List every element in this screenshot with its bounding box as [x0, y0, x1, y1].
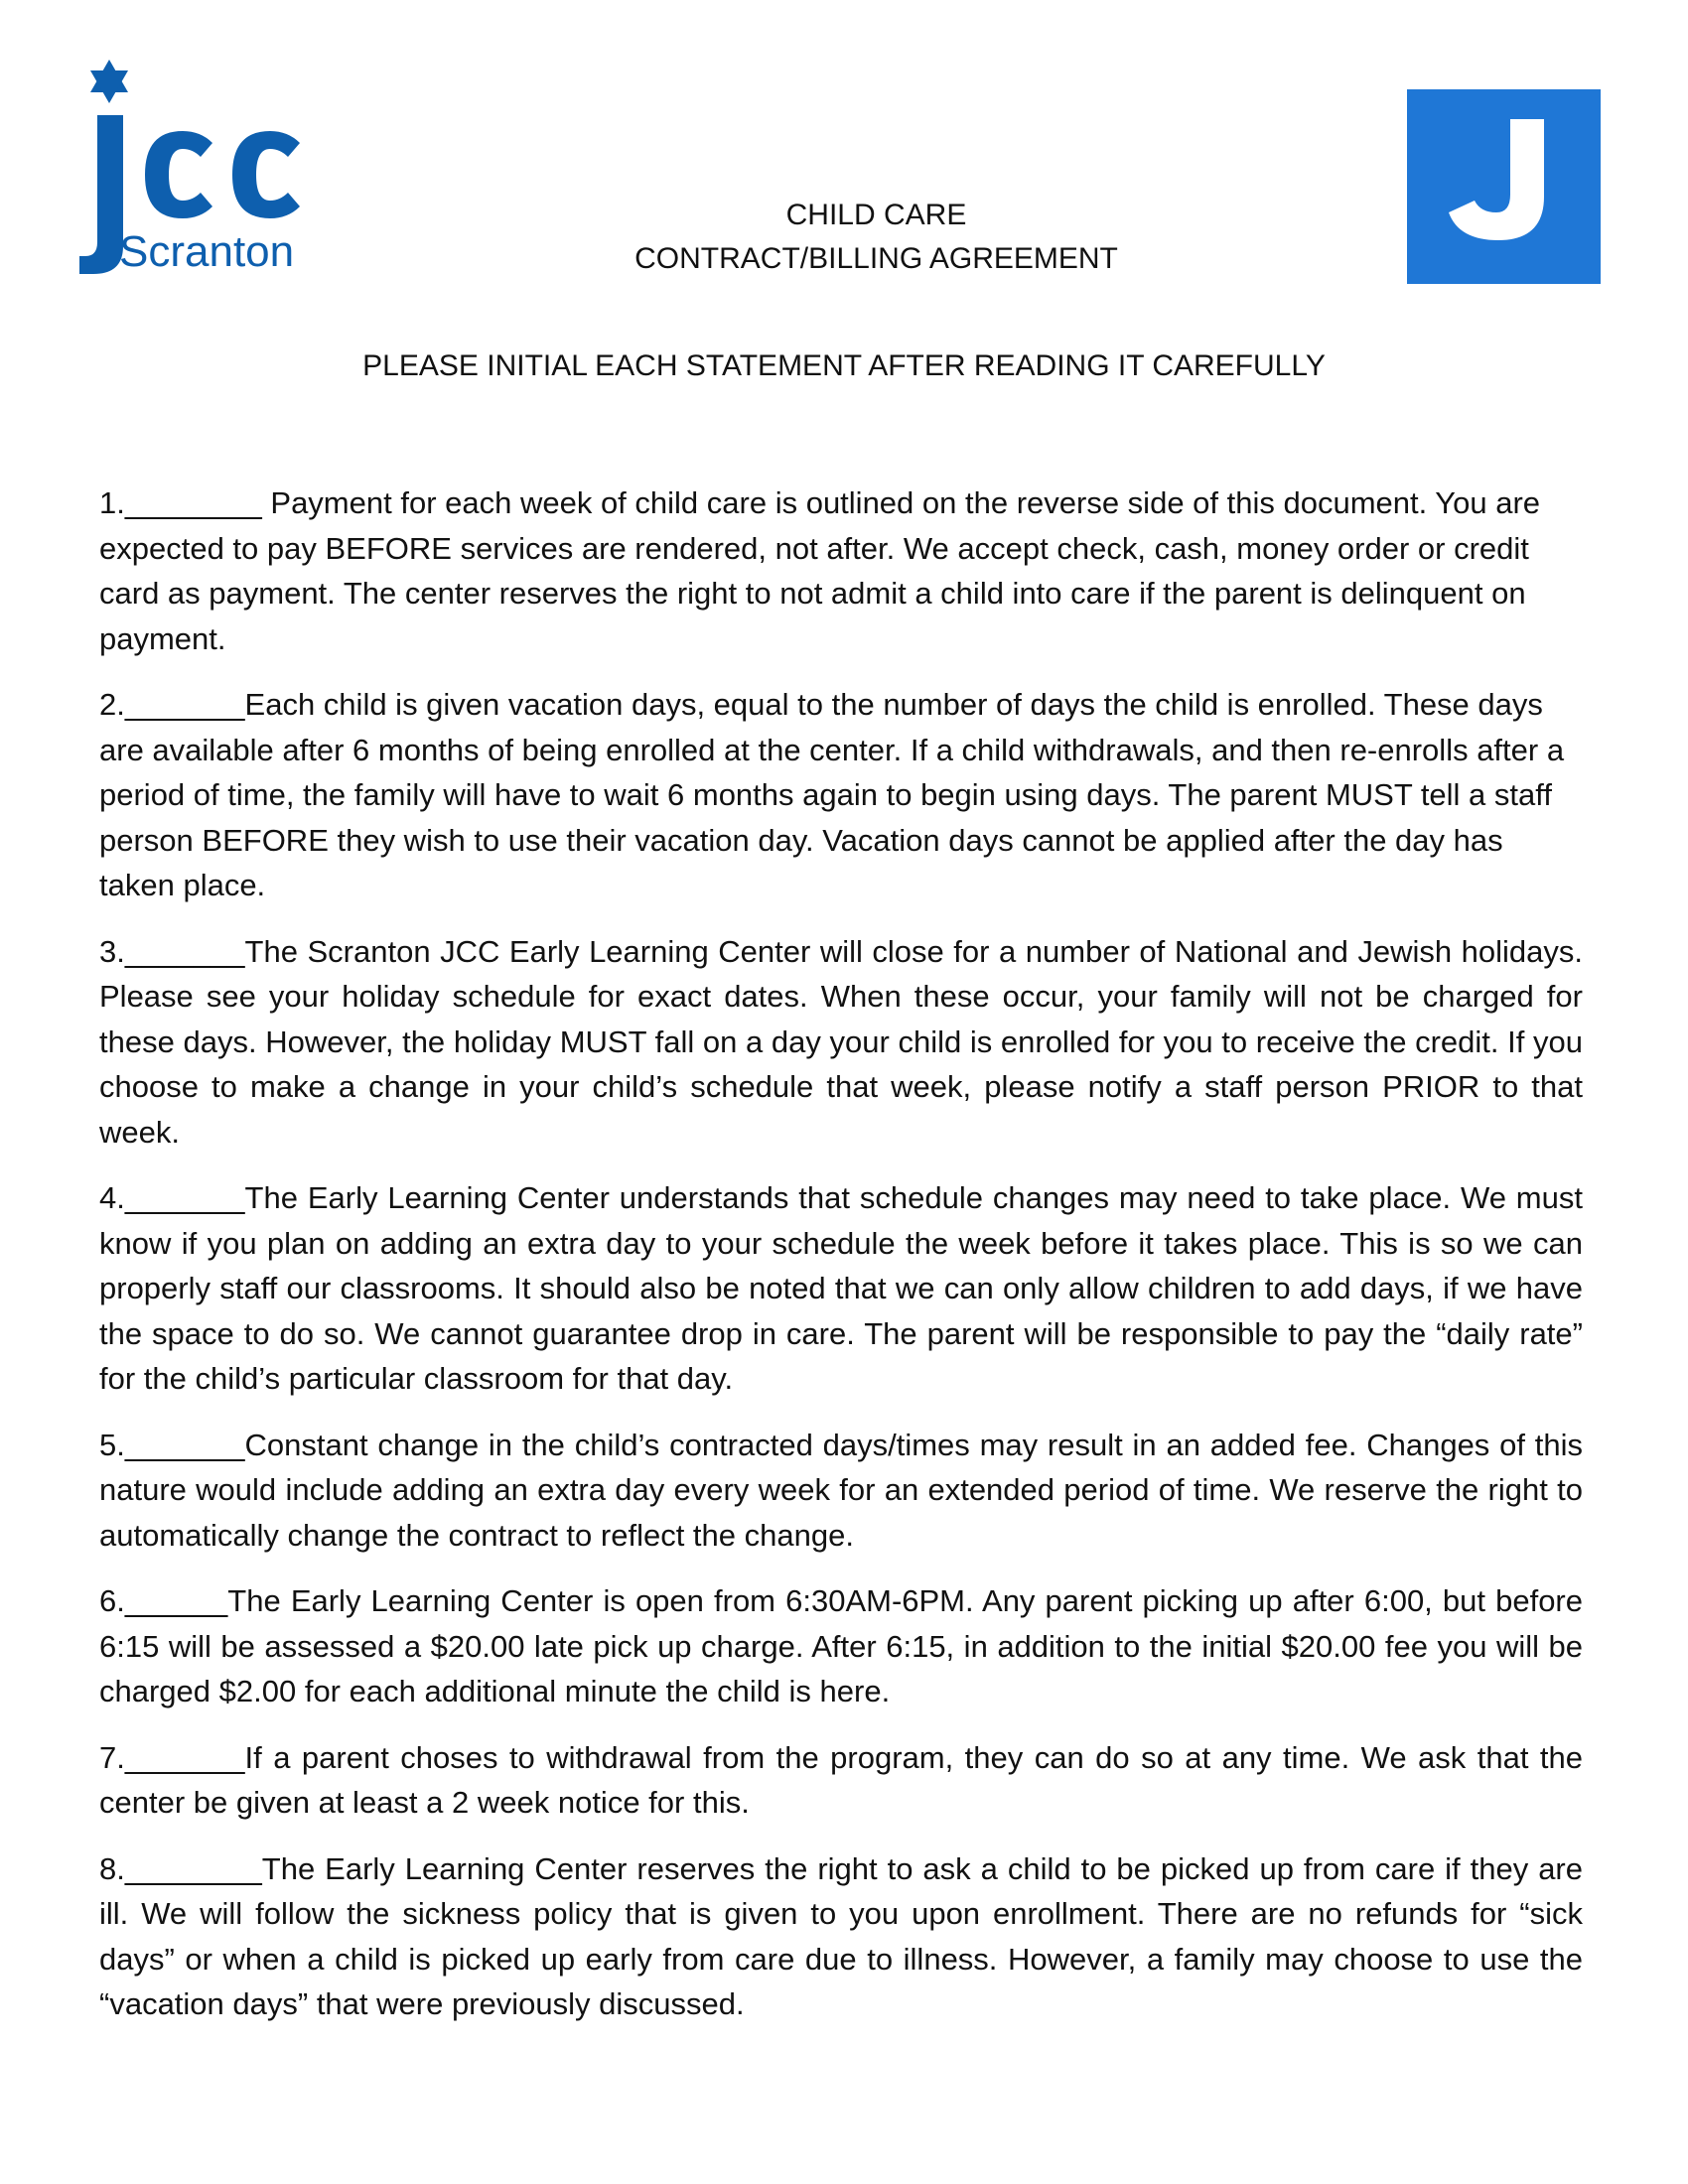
- logo-subtext: Scranton: [119, 227, 295, 276]
- statement-8: 8.________The Early Learning Center reserves the right to ask a child to be picked up from care if they are ill. We will follow the sickness policy that is given to you upon enrollment. There are no refunds for “sick days” or when a child is picked up early from care due to illness. However, a family may choose to use the “vacation days” that were previously discussed.: [99, 1850, 1583, 2021]
- statement-6: 6.______The Early Learning Center is open from 6:30AM-6PM. Any parent picking up after 6:00, but before 6:15 will be assessed a $20.00 late pick up charge. After 6:15, in addition to the initial $20.00 fee you will be charged $2.00 for each additional minute the child is here.: [99, 1583, 1583, 1708]
- title-line-2: CONTRACT/BILLING AGREEMENT: [634, 242, 1118, 275]
- instruction-heading: PLEASE INITIAL EACH STATEMENT AFTER READING IT CAREFULLY: [362, 349, 1326, 382]
- star-of-david-icon: [90, 60, 128, 103]
- statement-4: 4._______The Early Learning Center understands that schedule changes may need to take place. We must know if you plan on adding an extra day to your schedule the week before it takes place. This is so we can properly staff our classrooms. It should also be noted that we can only allow children to add days, if we have the space to do so. We cannot guarantee drop in care. The parent will be responsible to pay the “daily rate” for the child’s particular classroom for that day.: [99, 1180, 1583, 1396]
- statement-2: 2._______Each child is given vacation days, equal to the number of days the child is enrolled. These days are available after 6 months of being enrolled at the center. If a child withdrawals, and then re-enrolls after a period of time, the family will have to wait 6 months again to begin using days. The parent MUST tell a staff person BEFORE they wish to use their vacation day. Vacation days cannot be applied after the day has taken place.: [99, 687, 1565, 902]
- statement-7: 7._______If a parent choses to withdrawal from the program, they can do so at any time. We ask that the center be given at least a 2 week notice for this.: [99, 1739, 1583, 1820]
- statement-5: 5._______Constant change in the child’s contracted days/times may result in an added fee. Changes of this nature would include adding an extra day every week for an extended period of time. We reserve the right to automatically change the contract to reflect the change.: [99, 1427, 1583, 1553]
- statement-1: 1.________ Payment for each week of child care is outlined on the reverse side of this document. You are expected to pay BEFORE services are rendered, not after. We accept check, cash, money order or credit card as payment. The center reserves the right to not admit a child into care if the parent is delinquent on payment.: [99, 485, 1541, 656]
- agreement-statements: [99, 480, 1583, 2048]
- title-line-1: CHILD CARE: [785, 199, 967, 231]
- statement-3: 3._______The Scranton JCC Early Learning Center will close for a number of National and Jewish holidays. Please see your holiday schedule for exact dates. When these occur, your family will not be charged for these days. However, the holiday MUST fall on a day your child is enrolled for you to receive the credit. If you choose to make a change in your child’s schedule that week, please notify a staff person PRIOR to that week.: [99, 933, 1583, 1150]
